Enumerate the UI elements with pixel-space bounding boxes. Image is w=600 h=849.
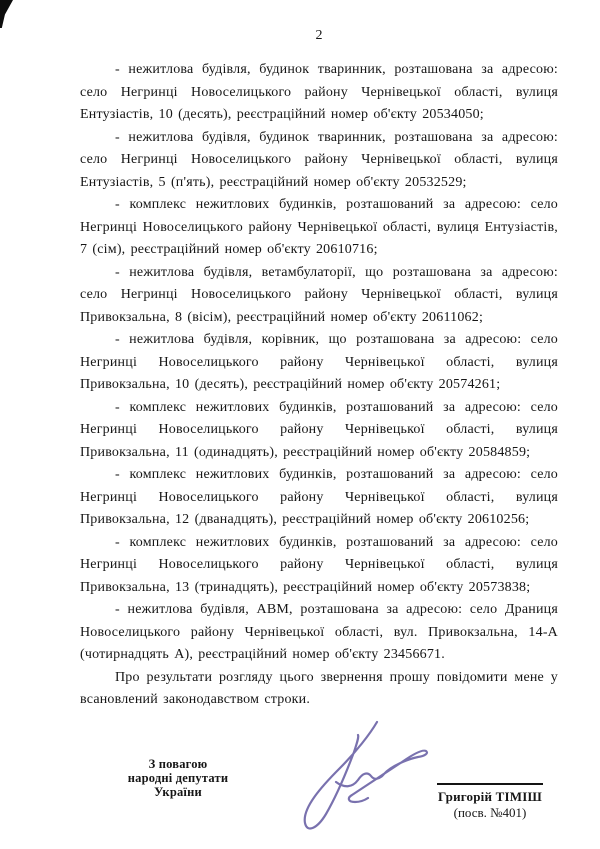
document-body	[80, 59, 558, 712]
property-paragraph: - нежитлова будівля, корівник, що розташована за адресою: село Негринці Новоселицького району Чернівецької області, вулиця Привокзальна, 10 (десять), реєстраційний номер об'єкту 20574261;	[80, 332, 558, 392]
handwritten-signature	[278, 710, 440, 840]
property-paragraph: - комплекс нежитлових будинків, розташований за адресою: село Негринці Новоселицького району Чернівецької області, вулиця Привокзальна, 11 (одинадцять), реєстраційний номер об'єкту 20584859;	[80, 399, 558, 460]
property-paragraph: - нежитлова будівля, ветамбулаторії, що розташована за адресою: село Негринці Новоселицького району Чернівецької області, вулиця Привокзальна, 8 (вісім), реєстраційний номер об'єкту 20611062;	[80, 264, 558, 325]
signatory-name: Григорій ТІМІШ	[438, 789, 542, 804]
property-paragraph: - комплекс нежитлових будинків, розташований за адресою: село Негринці Новоселицького району Чернівецької області, вулиця Привокзальна, 13 (тринадцять), реєстраційний номер об'єкту 20573838;	[80, 534, 558, 595]
signature-line	[437, 783, 543, 785]
closing-paragraph: Про результати розгляду цього звернення прошу повідомити мене у всановлений законодавством строки.	[80, 669, 558, 707]
page-number: 2	[315, 28, 323, 43]
signatory-block	[434, 783, 546, 820]
salutation-line: З повагою	[148, 757, 208, 771]
closing-salutation	[103, 757, 253, 799]
property-paragraph: - нежитлова будівля, АВМ, розташована за адресою: село Драниця Новоселицького району Чернівецької області, вул. Привокзальна, 14-А (чотирнадцять А), реєстраційний номер об'єкту 23456671.	[80, 602, 558, 662]
property-paragraph: - комплекс нежитлових будинків, розташований за адресою: село Негринці Новоселицького району Чернівецької області, вулиця Привокзальна, 12 (дванадцять), реєстраційний номер об'єкту 20610256;	[80, 467, 558, 527]
salutation-line: народні депутати України	[127, 771, 229, 799]
scan-corner-artifact	[0, 0, 13, 28]
property-paragraph: - нежитлова будівля, будинок тваринник, розташована за адресою: село Негринці Новоселицького району Чернівецької області, вулиця Ентузіастів, 10 (десять), реєстраційний номер об'єкту 20534050;	[80, 62, 558, 122]
signatory-credential: (посв. №401)	[453, 805, 527, 820]
property-paragraph: - нежитлова будівля, будинок тваринник, розташована за адресою: село Негринці Новоселицького району Чернівецької області, вулиця Ентузіастів, 5 (п'ять), реєстраційний номер об'єкту 20532529;	[80, 129, 558, 190]
property-paragraph: - комплекс нежитлових будинків, розташований за адресою: село Негринці Новоселицького району Чернівецької області, вулиця Ентузіастів, 7 (сім), реєстраційний номер об'єкту 20610716;	[80, 197, 558, 257]
